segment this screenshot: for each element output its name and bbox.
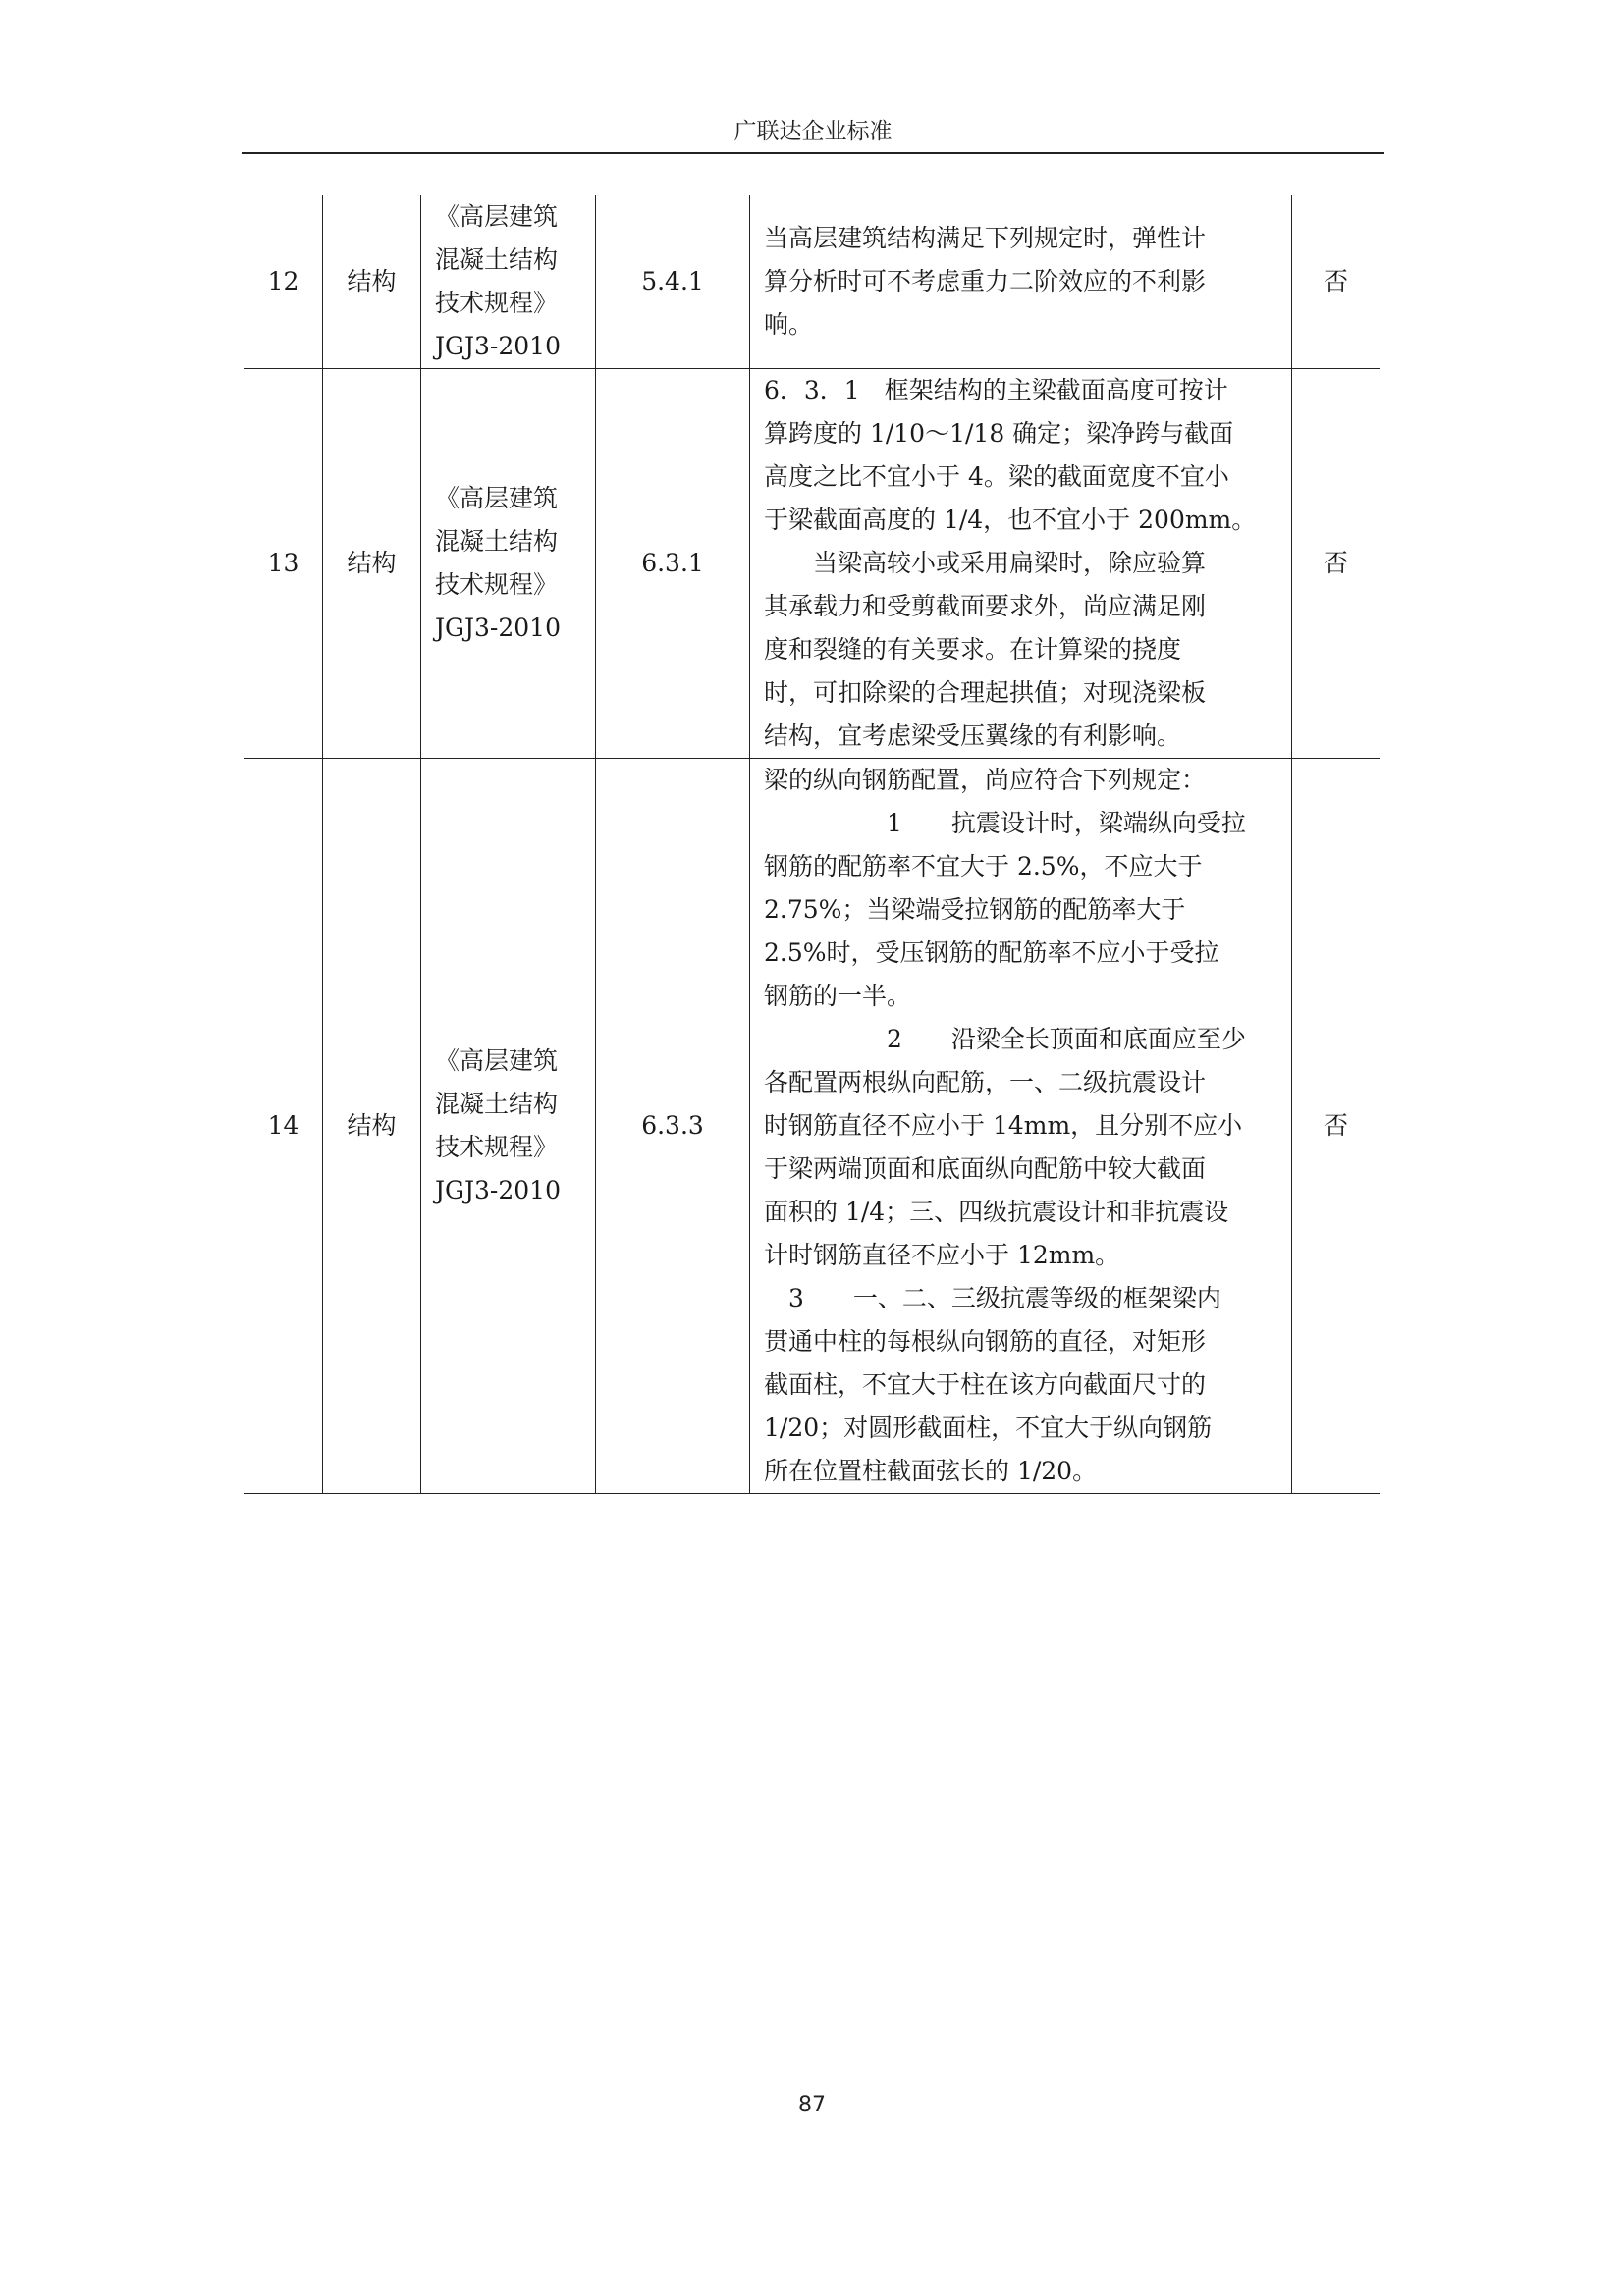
row-number: 12 [244,195,323,369]
content-line: 1/20；对圆形截面柱，不宜大于纵向钢筋 [764,1414,1213,1442]
row-number: 13 [244,369,323,759]
standard-line: JGJ3-2010 [435,332,561,360]
content-line: 面积的 1/4；三、四级抗震设计和非抗震设 [764,1198,1229,1226]
page-header-title: 广联达企业标准 [733,119,893,144]
standard-line: JGJ3-2010 [435,1176,561,1204]
row-mandatory: 否 [1292,759,1380,1494]
row-content [750,369,1292,759]
standard-line: 《高层建筑 [435,1046,559,1075]
row-clause: 6.3.3 [596,759,750,1494]
content-line: 2.5%时，受压钢筋的配筋率不应小于受拉 [764,938,1219,967]
content-line: 梁的纵向钢筋配置，尚应符合下列规定： [764,766,1207,794]
row-content [750,759,1292,1494]
content-line: 3 一、二、三级抗震等级的框架梁内 [764,1284,1221,1312]
row-clause: 6.3.1 [596,369,750,759]
row-clause: 5.4.1 [596,195,750,369]
content-line: 时，可扣除梁的合理起拱值；对现浇梁板 [764,678,1207,707]
content-line: 钢筋的配筋率不宜大于 2.5%，不应大于 [764,852,1203,881]
standard-line: 混凝土结构 [435,245,559,274]
content-line: 度和裂缝的有关要求。在计算梁的挠度 [764,635,1182,664]
standard-line: 技术规程》 [435,289,559,317]
standard-line: 技术规程》 [435,1133,559,1161]
row-standard [421,759,596,1494]
row-category: 结构 [323,759,421,1494]
content-line: 高度之比不宜小于 4。梁的截面宽度不宜小 [764,462,1229,491]
content-line: 2 沿梁全长顶面和底面应至少 [764,1025,1246,1053]
table-body [244,195,1380,1494]
standards-table [244,195,1380,1494]
table-row [244,369,1380,759]
content-line: 算分析时可不考虑重力二阶效应的不利影 [764,267,1207,295]
content-line: 当高层建筑结构满足下列规定时，弹性计 [764,224,1207,252]
content-line: 截面柱，不宜大于柱在该方向截面尺寸的 [764,1370,1207,1399]
header-divider [242,152,1384,154]
row-category: 结构 [323,369,421,759]
content-line: 结构，宜考虑梁受压翼缘的有利影响。 [764,721,1182,750]
page-number: 87 [798,2093,826,2117]
content-line: 响。 [764,310,814,339]
standard-line: 混凝土结构 [435,527,559,556]
row-standard [421,369,596,759]
standard-line: 《高层建筑 [435,484,559,512]
content-line: 贯通中柱的每根纵向钢筋的直径，对矩形 [764,1327,1207,1356]
content-line: 所在位置柱截面弦长的 1/20。 [764,1457,1098,1485]
content-line: 计时钢筋直径不应小于 12mm。 [764,1241,1120,1269]
content-line: 当梁高较小或采用扁梁时，除应验算 [764,549,1207,577]
row-category: 结构 [323,195,421,369]
row-mandatory: 否 [1292,195,1380,369]
content-line: 其承载力和受剪截面要求外，尚应满足刚 [764,592,1207,620]
content-line: 1 抗震设计时，梁端纵向受拉 [764,809,1246,837]
standard-line: 《高层建筑 [435,202,559,231]
content-line: 时钢筋直径不应小于 14mm，且分别不应小 [764,1111,1243,1140]
content-line: 2.75%；当梁端受拉钢筋的配筋率大于 [764,895,1186,924]
standard-line: 混凝土结构 [435,1090,559,1118]
standard-line: 技术规程》 [435,570,559,599]
row-content [750,195,1292,369]
content-line: 算跨度的 1/10～1/18 确定；梁净跨与截面 [764,419,1234,448]
row-number: 14 [244,759,323,1494]
content-line: 钢筋的一半。 [764,982,912,1010]
standard-line: JGJ3-2010 [435,614,561,642]
row-mandatory: 否 [1292,369,1380,759]
table-row [244,195,1380,369]
table-row [244,759,1380,1494]
content-line: 各配置两根纵向配筋，一、二级抗震设计 [764,1068,1207,1096]
row-standard [421,195,596,369]
content-line: 6．3．1 框架结构的主梁截面高度可按计 [764,376,1228,404]
content-line: 于梁两端顶面和底面纵向配筋中较大截面 [764,1154,1207,1183]
content-line: 于梁截面高度的 1/4，也不宜小于 200mm。 [764,506,1257,534]
